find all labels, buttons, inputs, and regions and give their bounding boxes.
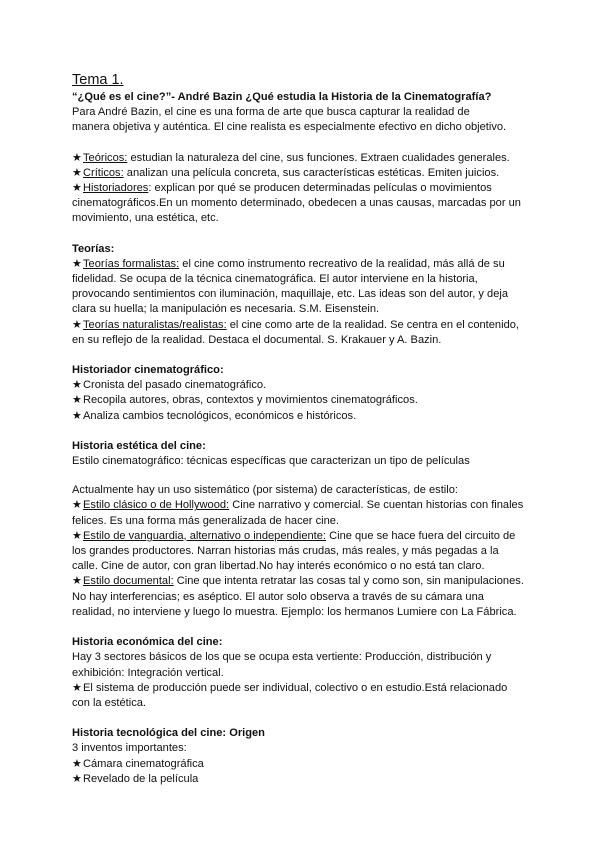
economic-line: Hay 3 sectores básicos de los que se ocupa esta vertiente: Producción, distribución y	[72, 651, 492, 664]
aesthetic-definition: Estilo cinematográfico: técnicas específicas que caracterizan un tipo de películas	[72, 455, 470, 468]
theory-continuation: en su reflejo de la realidad. Destaca el documental. S. Krakauer y A. Bazin.	[72, 333, 442, 346]
role-description: : explican por qué se producen determinadas películas o movimientos	[148, 182, 492, 195]
theory-continuation: fidelidad. Se ocupa de la técnica cinematográfica. El autor interviene en la historia,	[72, 273, 478, 286]
style-term: Estilo documental:	[83, 575, 174, 588]
style-description: Cine que intenta retratar las cosas tal y como son, sin manipulaciones.	[173, 575, 524, 588]
page-title: Tema 1.	[72, 72, 124, 88]
style-term: Estilo de vanguardia, alternativo o independiente:	[83, 529, 327, 542]
style-continuation: los grandes productores. Narran historias más crudas, más reales, y más pegadas a la	[72, 545, 499, 558]
role-item-teoricos	[72, 151, 540, 166]
star-bullet-icon: ★	[72, 318, 82, 331]
theory-item-formalist	[72, 257, 540, 272]
style-description: Cine narrativo y comercial. Se cuentan historias con finales	[229, 499, 524, 512]
section-heading-technological: Historia tecnológica del cine: Origen	[72, 727, 265, 740]
theory-item-naturalist	[72, 318, 540, 333]
role-description: estudian la naturaleza del cine, sus funciones. Extraen cualidades generales.	[127, 151, 510, 164]
role-term: Críticos:	[83, 166, 124, 179]
economic-continuation: con la estética.	[72, 696, 146, 709]
star-bullet-icon: ★	[72, 379, 82, 392]
theory-term: Teorías naturalistas/realistas:	[83, 318, 227, 331]
star-bullet-icon: ★	[72, 166, 82, 179]
historian-item: ★Recopila autores, obras, contextos y movimientos cinematográficos.	[72, 393, 540, 408]
style-continuation: calle. Cine de autor, con gran libertad.No hay interés económico o no está tan claro.	[72, 560, 485, 573]
section-heading-theories: Teorías:	[72, 242, 115, 255]
style-description: Cine que se hace fuera del circuito de	[326, 529, 516, 542]
style-item-documentary	[72, 574, 540, 589]
theory-description: el cine como instrumento recreativo de la realidad, más allá de su	[179, 257, 505, 270]
economic-line: exhibición: Integración vertical.	[72, 666, 224, 679]
intro-line: Para André Bazin, el cine es una forma de arte que busca capturar la realidad de	[72, 106, 470, 119]
star-bullet-icon: ★	[72, 757, 82, 770]
role-item-criticos	[72, 166, 540, 181]
role-term: Teóricos:	[83, 151, 128, 164]
theory-term: Teorías formalistas:	[83, 257, 180, 270]
section-heading-bazin: “¿Qué es el cine?”- André Bazin ¿Qué estudia la Historia de la Cinematografía?	[72, 91, 492, 103]
technological-item: ★Revelado de la película	[72, 772, 540, 787]
star-bullet-icon: ★	[72, 772, 82, 785]
aesthetic-lead: Actualmente hay un uso sistemático (por sistema) de características, de estilo:	[72, 484, 458, 497]
star-bullet-icon: ★	[72, 575, 82, 588]
star-bullet-icon: ★	[72, 529, 82, 542]
style-term: Estilo clásico o de Hollywood:	[83, 499, 230, 512]
technological-lead: 3 inventos importantes:	[72, 742, 187, 755]
star-bullet-icon: ★	[72, 257, 82, 270]
role-continuation: cinematográficos.En un momento determinado, obedecen a unas causas, marcadas por un	[72, 197, 521, 210]
theory-continuation: provocando sentimientos con iluminación, maquillaje, etc. Las ideas son del autor, y deja	[72, 288, 508, 301]
theory-continuation: clara su huella; la manipulación es necesaria. S.M. Eisenstein.	[72, 303, 380, 316]
role-continuation: movimiento, una estética, etc.	[72, 212, 219, 225]
star-bullet-icon: ★	[72, 499, 82, 512]
style-item-classic	[72, 498, 540, 513]
style-continuation: felices. Es una forma más generalizada de hacer cine.	[72, 514, 340, 527]
section-heading-aesthetic: Historia estética del cine:	[72, 439, 206, 452]
role-description: analizan una película concreta, sus características estéticas. Emiten juicios.	[123, 166, 500, 179]
style-continuation: realidad, no interviene y luego lo muestra. Ejemplo: los hermanos Lumiere con La Fábrica.	[72, 605, 517, 618]
style-item-vanguard	[72, 529, 540, 544]
historian-item: ★Analiza cambios tecnológicos, económicos e históricos.	[72, 409, 540, 424]
section-heading-historian: Historiador cinematográfico:	[72, 364, 224, 377]
role-item-historiadores	[72, 181, 540, 196]
star-bullet-icon: ★	[72, 182, 82, 195]
star-bullet-icon: ★	[72, 151, 82, 164]
technological-item: ★Cámara cinematográfica	[72, 757, 540, 772]
historian-item: ★Cronista del pasado cinematográfico.	[72, 378, 540, 393]
star-bullet-icon: ★	[72, 409, 82, 422]
intro-line: manera objetiva y auténtica. El cine realista es especialmente efectivo en dicho objetivo.	[72, 121, 507, 134]
section-heading-economic: Historia económica del cine:	[72, 636, 223, 649]
star-bullet-icon: ★	[72, 394, 82, 407]
style-continuation: No hay interferencias; es aséptico. El autor solo observa a través de su cámara una	[72, 590, 484, 603]
role-term: Historiadores	[83, 182, 149, 195]
economic-item: ★El sistema de producción puede ser individual, colectivo o en estudio.Está relacionado	[72, 681, 540, 696]
theory-description: el cine como arte de la realidad. Se centra en el contenido,	[226, 318, 519, 331]
star-bullet-icon: ★	[72, 681, 82, 694]
